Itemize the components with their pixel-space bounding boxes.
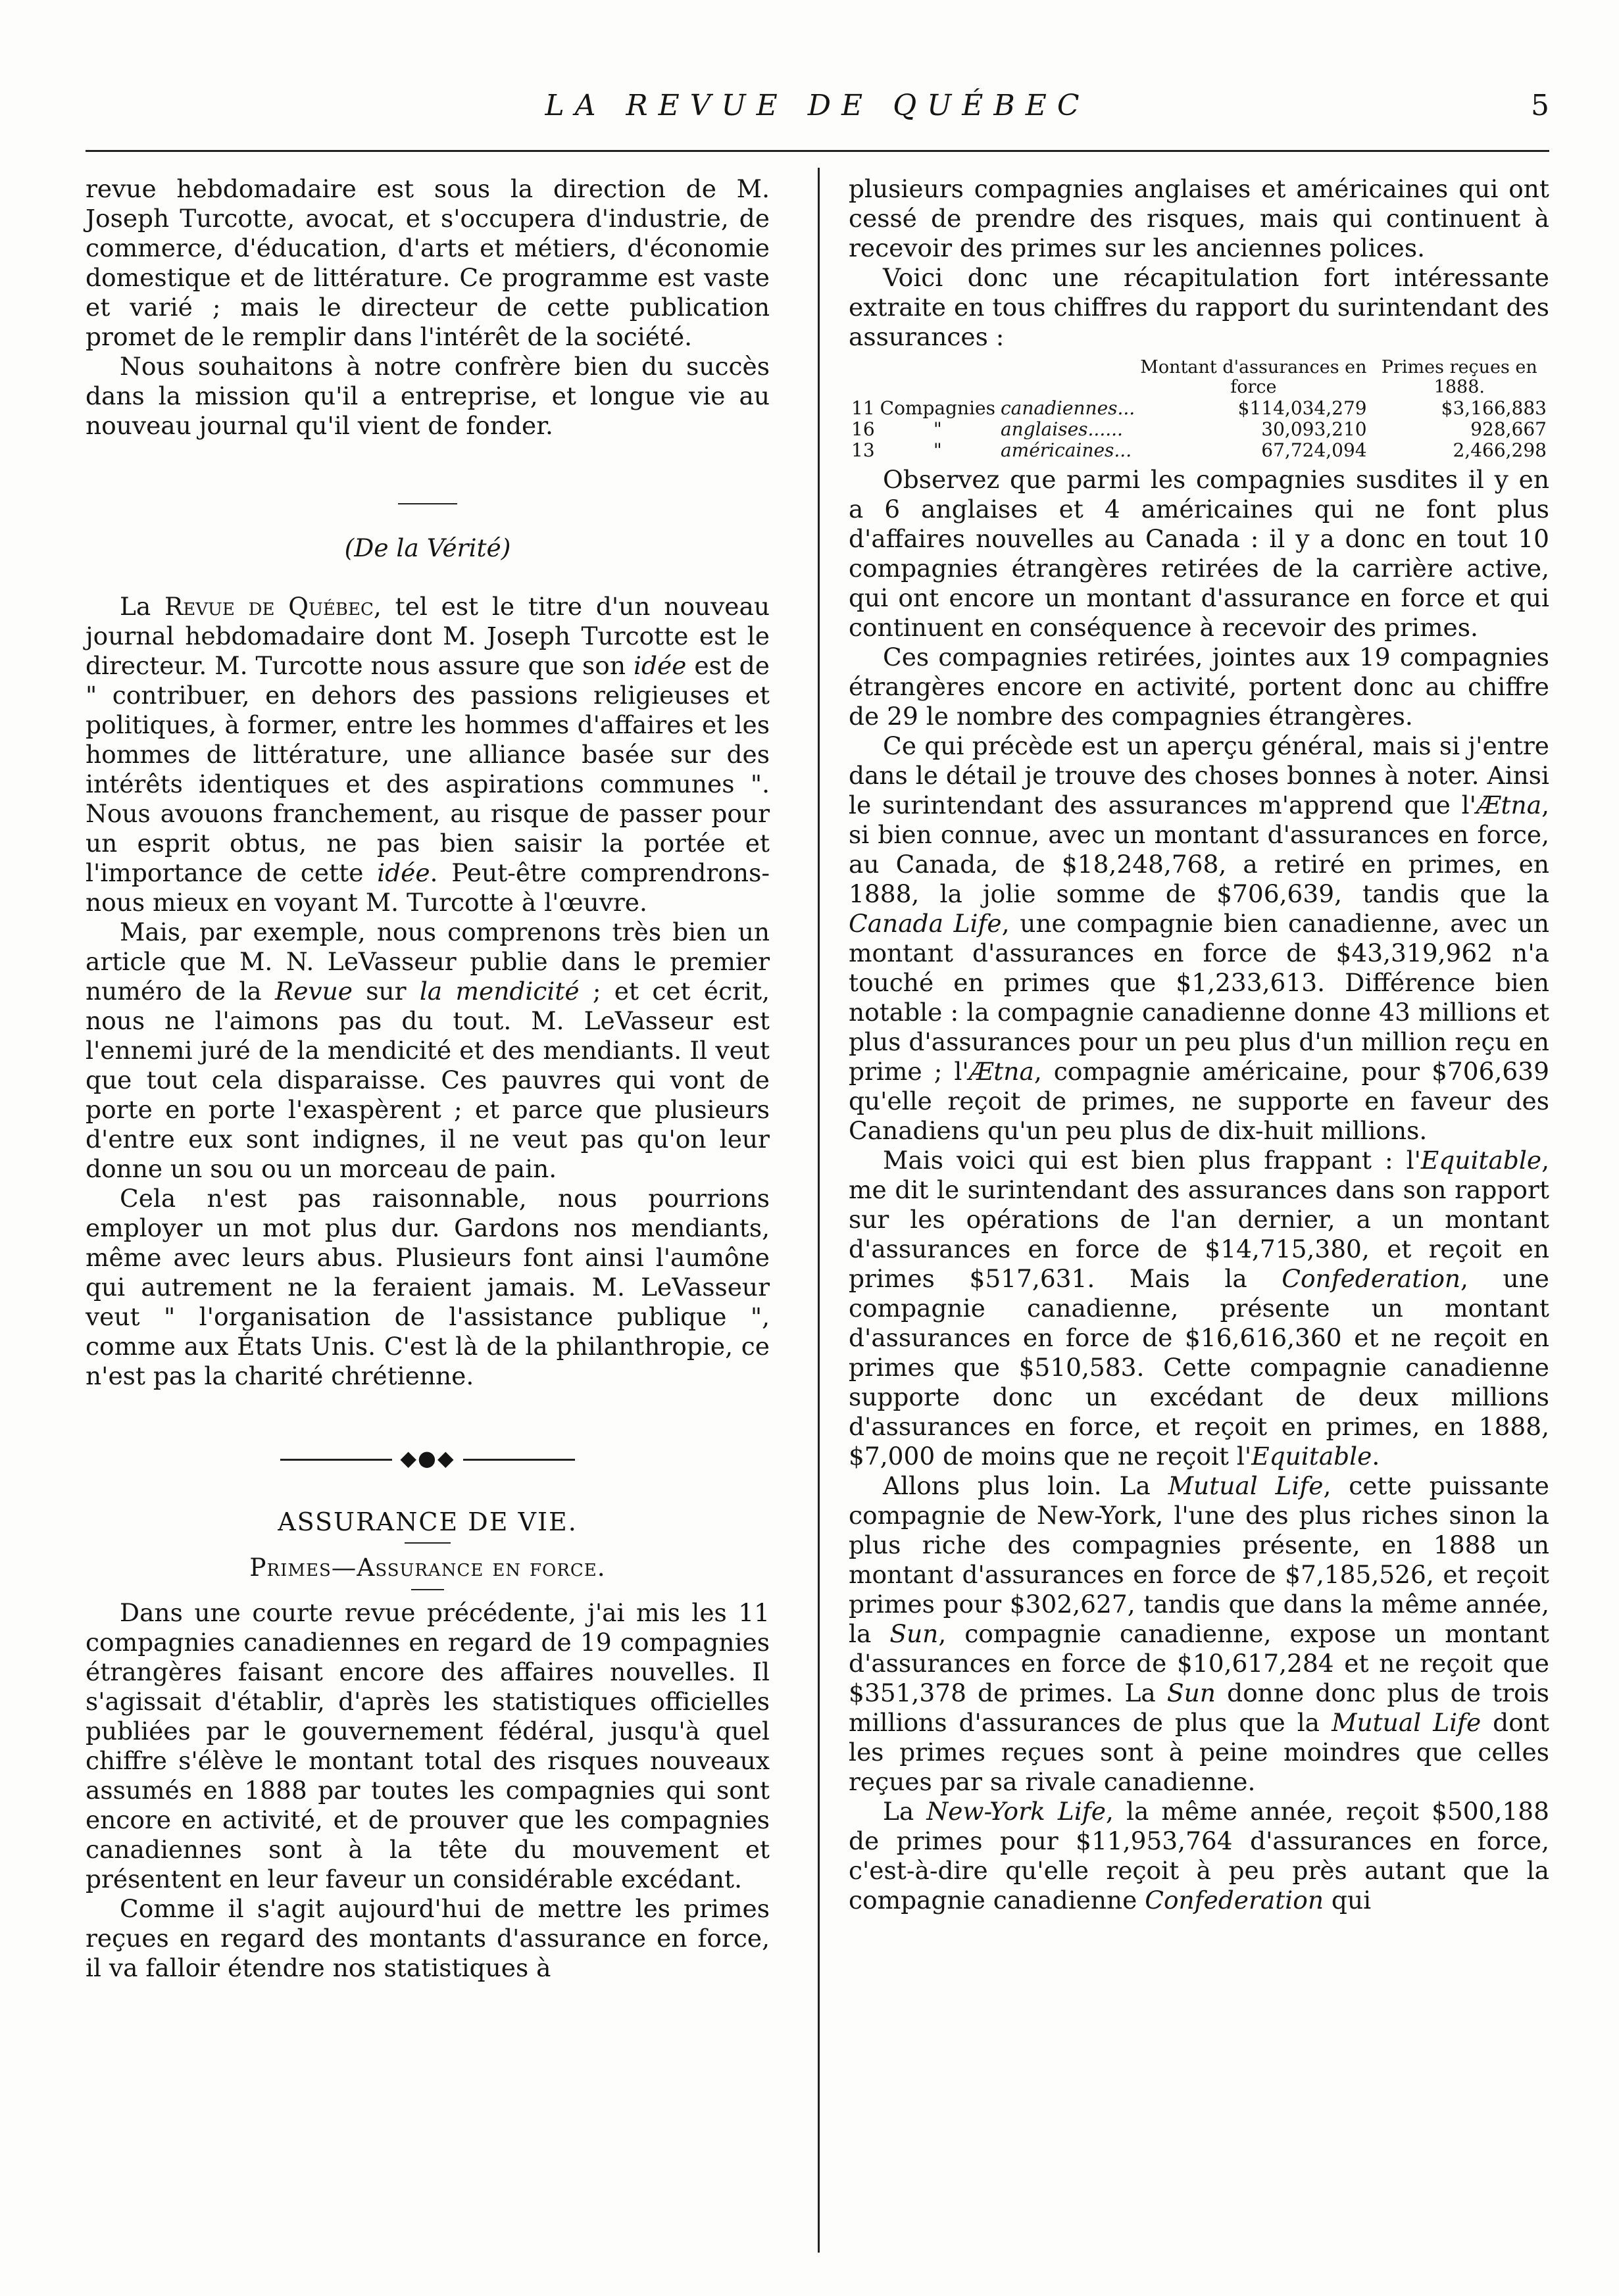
column-divider [818,168,820,2253]
paragraph: Dans une courte revue précédente, j'ai mis les 11 compagnies canadiennes en regard de 19 compagnies étrangères faisant encore des affaires nouvelles. Il s'agissait d'établir, d'après les statistiques officielles publiées par le gouvernement fédéral, jusqu'à quel chiffre s'élève le montant total des risques nouveaux assumés en 1888 par toutes les compagnies qui sont encore en activité, et de prouver que les compagnies canadiennes sont à la tête du mouvement et présentent en leur faveur un considérable excédant. [86,1598,770,1893]
paragraph: Observez que parmi les compagnies susdites il y en a 6 anglaises et 4 américaines qui ne font plus d'affaires nouvelles au Canada : il y a donc en tout 10 compagnies étrangères retirées de la carrière active, qui ont encore un montant d'assurance en force et qui continuent en conséquence à recevoir des primes. [849,465,1549,642]
paragraph: Mais voici qui est bien plus frappant : l'Equitable, me dit le surintendant des assurances dans son rapport sur les opérations de l'an dernier, a un montant d'assurances en force de $14,715,380, et reçoit en primes $517,631. Mais la Confederation, une compagnie canadienne, présente un montant d'assurances en force de $16,616,360 et ne reçoit en primes que $510,583. Cette compagnie canadienne supporte donc un excédant de deux millions d'assurances en force, et reçoit en primes, en 1888, $7,000 de moins que ne reçoit l'Equitable. [849,1146,1550,1471]
source-credit: (De la Vérité) [344,533,511,562]
subheading-rule [411,1589,444,1590]
table-row: 13 " américaines... 67,724,094 2,466,298 [851,439,1547,461]
table-row: 16 " anglaises...... 30,093,210 928,667 [851,418,1547,440]
ornament-divider: ◆●◆ [86,1444,770,1473]
paragraph: Nous souhaitons à notre confrère bien du succès dans la mission qu'il a entreprise, et longue vie au nouveau journal qu'il vient de fonder. [86,352,770,440]
paragraph: Allons plus loin. La Mutual Life, cette puissante compagnie de New-York, l'une des plus riches sinon la plus riche des compagnies présente, en 1888 un montant d'assurances en force de $7,185,526, et reçoit primes pour $302,627, tandis que dans la même année, la Sun, compagnie canadienne, expose un montant d'assurances en force de $10,617,284 et ne reçoit que $351,378 de primes. La Sun donne donc plus de trois millions d'assurances de plus que la Mutual Life dont les primes reçues sont à peine moindres que celles reçues par sa rivale canadienne. [849,1471,1549,1796]
column-header-amount: Montant d'assurances en force [1140,357,1367,397]
running-title: LA REVUE DE QUÉBEC [545,89,1090,122]
page-header [86,82,1549,135]
paragraph: Cela n'est pas raisonnable, nous pourrions employer un mot plus dur. Gardons nos mendiants, même avec leurs abus. Plusieurs font ainsi l'aumône qui autrement ne la feraient jamais. M. LeVasseur veut " l'organisation de l'assistance publique ", comme aux États Unis. C'est là de la philanthropie, ce n'est pas la charité chrétienne. [86,1184,770,1390]
paragraph: plusieurs compagnies anglaises et américaines qui ont cessé de prendre des risques, mais qui continuent à recevoir des primes sur les anciennes polices. [849,174,1549,262]
table-row: 11 Compagnies canadiennes... $114,034,279 $3,166,883 [851,397,1547,419]
paragraph: La Revue de Québec, tel est le titre d'un nouveau journal hebdomadaire dont M. Joseph Turcotte est le directeur. M. Turcotte nous assure que son idée est de " contribuer, en dehors des passions religieuses et politiques, à former, entre les hommes d'affaires et les hommes de littérature, une alliance basée sur des intérêts identiques et des aspirations communes ". Nous avouons franchement, au risque de passer pour un esprit obtus, ne pas bien saisir la portée et l'importance de cette idée. Peut-être comprendrons-nous mieux en voyant M. Turcotte à l'œuvre. [86,592,770,917]
heading-rule [405,1542,451,1544]
section-subheading: Primes—Assurance en force. [249,1553,606,1582]
paragraph: Ces compagnies retirées, jointes aux 19 compagnies étrangères encore en activité, portent donc au chiffre de 29 le nombre des compagnies étrangères. [849,643,1549,731]
left-column [86,174,770,1983]
paragraph: revue hebdomadaire est sous la direction de M. Joseph Turcotte, avocat, et s'occupera d'industrie, de commerce, d'éducation, d'arts et métiers, d'économie domestique et de littérature. Ce programme est vaste et varié ; mais le directeur de cette publication promet de le remplir dans l'intérêt de la société. [86,174,770,351]
paragraph: Comme il s'agit aujourd'hui de mettre les primes reçues en regard des montants d'assurance en force, il va falloir étendre nos statistiques à [86,1894,770,1982]
paragraph: Ce qui précède est un aperçu général, mais si j'entre dans le détail je trouve des choses bonnes à noter. Ainsi le surintendant des assurances m'apprend que l'Ætna, si bien connue, avec un montant d'assurances en force, au Canada, de $18,248,768, a retiré en primes, en 1888, la jolie somme de $706,639, tandis que la Canada Life, une compagnie bien canadienne, avec un montant d'assurances en force de $43,319,962 n'a touché en primes que $1,233,613. Différence bien notable : la compagnie canadienne donne 43 millions et plus d'assurances pour un peu plus d'un million reçu en prime ; l'Ætna, compagnie américaine, pour $706,639 qu'elle reçoit de primes, ne supporte en faveur des Canadiens qu'un peu plus de dix-huit millions. [849,731,1550,1145]
paragraph: La New-York Life, la même année, reçoit $500,188 de primes pour $11,953,764 d'assurances en force, c'est-à-dire qu'elle reçoit à peu près autant que la compagnie canadienne Confederation qui [849,1797,1550,1915]
paragraph: Mais, par exemple, nous comprenons très bien un article que M. N. LeVasseur publie dans le premier numéro de la Revue sur la mendicité ; et cet écrit, nous ne l'aimons pas du tout. M. LeVasseur est l'ennemi juré de la mendicité et des mendiants. Il veut que tout cela disparaisse. Ces pauvres qui vont de porte en porte l'exaspèrent ; et parce que plusieurs d'entre eux sont indignes, il ne veut pas qu'on leur donne un sou ou un morceau de pain. [86,917,770,1183]
insurance-table [849,357,1549,461]
section-heading: ASSURANCE DE VIE. [278,1507,578,1536]
table-header-row [849,357,1549,398]
header-rule [86,150,1549,152]
section-divider [398,503,457,504]
paragraph: Voici donc une récapitulation fort intéressante extraite en tous chiffres du rapport du surintendant des assurances : [849,263,1549,351]
column-header-premiums: Primes reçues en 1888. [1381,357,1537,397]
right-column [849,174,1549,1915]
page-number: 5 [1531,89,1549,122]
